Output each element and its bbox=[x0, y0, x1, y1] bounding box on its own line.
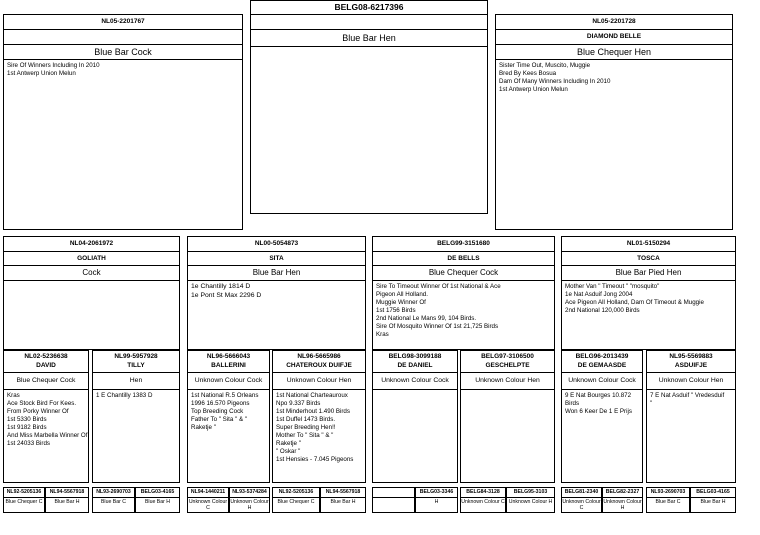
ggp-info bbox=[273, 390, 365, 465]
info-line: 1e Pont St Max 2296 D bbox=[191, 291, 262, 299]
info-line: 1st 24033 Birds bbox=[7, 439, 50, 447]
info-line: 1st National R.5 Orleans bbox=[191, 392, 259, 399]
info-line: " Oskar " bbox=[276, 447, 301, 455]
ggp-color: Unknown Colour Cock bbox=[373, 373, 457, 390]
info-line: Father To " Sita " & " bbox=[191, 415, 247, 423]
info-line: Sire Of Mosquito Winner Of 1st 21,725 Birds bbox=[376, 322, 499, 330]
info-line: 1st Antwerp Union Melun bbox=[7, 69, 76, 77]
info-line: 2nd National Le Mans 99, 104 Birds. bbox=[376, 314, 477, 322]
great-grandparent-card bbox=[3, 350, 89, 483]
dam-card bbox=[495, 14, 733, 230]
ggp-color: Unknown Colour Cock bbox=[562, 373, 642, 390]
ggp-info bbox=[93, 390, 179, 402]
gggp-ring: NL94-5567918 bbox=[46, 488, 88, 498]
great-grandparent-card bbox=[561, 350, 643, 483]
ggp-ring: BELG96-2013439 bbox=[575, 353, 629, 360]
info-line: 1st 9182 Birds bbox=[7, 423, 47, 431]
grandparent-name: TOSCA bbox=[562, 252, 735, 266]
ggp-color: Blue Chequer Cock bbox=[4, 373, 88, 390]
gggp-color: Blue Bar C bbox=[100, 499, 127, 505]
grandparent-ring: NL04-2061972 bbox=[4, 237, 179, 252]
great-grandparent-card bbox=[272, 350, 366, 483]
info-line: Kras bbox=[376, 330, 389, 338]
gggp-card bbox=[135, 487, 180, 513]
ggp-color: Unknown Colour Cock bbox=[188, 373, 269, 390]
info-line: 1st Antwerp Union Melun bbox=[499, 85, 568, 93]
gggp-ring: NL94-1440211 bbox=[188, 488, 228, 498]
gggp-color: Blue Bar H bbox=[144, 499, 171, 505]
subject-ring: BELG08-6217396 bbox=[251, 1, 487, 15]
gggp-ring: BELG84-3128 bbox=[461, 488, 505, 498]
great-grandparent-card bbox=[460, 350, 555, 483]
info-line: Ace Pigeon All Holland, Dam Of Timeout & Muggie bbox=[565, 298, 704, 306]
info-line: 1st Hensies - 7.045 Pigeons bbox=[276, 455, 354, 463]
info-line: 1st Duffel 1473 Birds. bbox=[276, 415, 336, 423]
gggp-ring: BELG82-2327 bbox=[603, 488, 642, 498]
ggp-ring: NL96-5665986 bbox=[297, 353, 341, 360]
ggp-ring: BELG98-3099188 bbox=[388, 353, 442, 360]
grandparent-color: Blue Bar Pied Hen bbox=[562, 266, 735, 281]
info-line: Kras bbox=[7, 392, 20, 399]
ggp-name: DE DANIEL bbox=[373, 361, 457, 373]
grandparent-color: Cock bbox=[4, 266, 179, 281]
grandparent-info bbox=[562, 281, 735, 317]
great-grandparent-card bbox=[646, 350, 736, 483]
ggp-info bbox=[562, 390, 642, 418]
gggp-ring: NL93-5374284 bbox=[230, 488, 269, 498]
gggp-card bbox=[45, 487, 89, 513]
gggp-color: Unknown Colour C bbox=[562, 499, 601, 512]
info-line: Mother To " Sita " & " bbox=[276, 431, 334, 439]
gggp-card bbox=[602, 487, 643, 513]
gggp-color: Unknown Colour C bbox=[461, 499, 505, 505]
info-line: Raketje " bbox=[276, 439, 301, 447]
ggp-info bbox=[647, 390, 735, 410]
ggp-color: Unknown Colour Hen bbox=[273, 373, 365, 390]
gggp-card bbox=[272, 487, 320, 513]
gggp-card bbox=[561, 487, 602, 513]
dam-info bbox=[496, 60, 732, 96]
info-line: 1 E Chantilly 1383 D bbox=[96, 392, 153, 399]
grandparent-name: SITA bbox=[188, 252, 365, 266]
gggp-ring: BELG81-2340 bbox=[562, 488, 601, 498]
info-line: Top Breeding Cock bbox=[191, 407, 244, 415]
sire-name bbox=[4, 30, 242, 45]
info-line: From Porky Winner Of bbox=[7, 407, 69, 415]
info-line: 1st 1756 Birds bbox=[376, 306, 416, 314]
info-line: 1st 5330 Birds bbox=[7, 415, 47, 423]
ggp-color: Unknown Colour Hen bbox=[461, 373, 554, 390]
info-line: " bbox=[650, 399, 653, 407]
info-line: Muggie Winner Of bbox=[376, 298, 426, 306]
info-line: Sire To Timeout Winner Of 1st National & Ace bbox=[376, 283, 501, 290]
info-line: 1st Minderhout 1.490 Birds bbox=[276, 407, 350, 415]
gggp-color: Unknown Colour H bbox=[230, 499, 269, 512]
info-line: Sire Of Winners Including In 2010 bbox=[7, 62, 100, 69]
gggp-card bbox=[187, 487, 229, 513]
gggp-card bbox=[646, 487, 690, 513]
ggp-name: GESCHELPTE bbox=[461, 361, 554, 373]
grandparent-info bbox=[373, 281, 554, 341]
grandparent-color: Blue Bar Hen bbox=[188, 266, 365, 281]
gggp-ring: NL93-2690703 bbox=[647, 488, 689, 498]
gggp-card bbox=[506, 487, 555, 513]
gggp-ring: BELG03-4165 bbox=[136, 488, 179, 498]
gggp-ring: NL92-5205136 bbox=[273, 488, 319, 498]
info-line: Pigeon All Holland. bbox=[376, 290, 428, 298]
grandparent-name: GOLIATH bbox=[4, 252, 179, 266]
info-line: Bred By Kees Bosua bbox=[499, 69, 557, 77]
info-line: Npo 9.337 Birds bbox=[276, 399, 321, 407]
great-grandparent-card bbox=[92, 350, 180, 483]
ggp-name: CHATEROUX DUIFJE bbox=[273, 361, 365, 373]
ggp-name: ASDUIFJE bbox=[647, 361, 735, 373]
info-line: Birds bbox=[565, 399, 580, 407]
grandparent-ring: NL00-5054873 bbox=[188, 237, 365, 252]
info-line: 9 E Nat Bourges 10.872 bbox=[565, 392, 632, 399]
info-line: Ace Stock Bird For Kees. bbox=[7, 399, 77, 407]
ggp-ring: NL99-5957928 bbox=[114, 353, 158, 360]
gggp-ring: BELG95-3103 bbox=[507, 488, 554, 498]
sire-card bbox=[3, 14, 243, 230]
gggp-ring: NL93-2690703 bbox=[93, 488, 134, 498]
dam-color: Blue Chequer Hen bbox=[496, 45, 732, 60]
gggp-card bbox=[92, 487, 135, 513]
ggp-ring: NL02-5236638 bbox=[24, 353, 68, 360]
gggp-color: Blue Bar H bbox=[700, 499, 726, 505]
gggp-ring: NL92-5205136 bbox=[4, 488, 44, 498]
gggp-card bbox=[415, 487, 458, 513]
info-line: 1e Nat Asduif Jong 2004 bbox=[565, 290, 633, 298]
ggp-ring: NL96-5666043 bbox=[206, 353, 251, 360]
gggp-ring bbox=[373, 488, 414, 498]
gggp-color: Blue Bar H bbox=[54, 499, 80, 505]
ggp-info bbox=[4, 390, 88, 450]
ggp-info bbox=[188, 390, 269, 434]
ggp-name: DE GEMAASDE bbox=[562, 361, 642, 373]
gggp-color: Blue Bar C bbox=[655, 499, 681, 505]
gggp-card bbox=[690, 487, 736, 513]
grandparent-card bbox=[187, 236, 366, 350]
ggp-name: DAVID bbox=[4, 361, 88, 373]
gggp-color: Blue Bar H bbox=[330, 499, 356, 505]
grandparent-card bbox=[372, 236, 555, 350]
info-line: Raketje " bbox=[191, 423, 216, 431]
ggp-name: BALLERINI bbox=[188, 361, 269, 373]
sire-info bbox=[4, 60, 242, 80]
info-line: Dam Of Many Winners Including In 2010 bbox=[499, 77, 611, 85]
info-line: 2nd National 120,000 Birds bbox=[565, 306, 640, 314]
info-line: Super Breeding Hen!! bbox=[276, 423, 336, 431]
grandparent-name: DE BELLS bbox=[373, 252, 554, 266]
info-line: 1e Chantilly 1814 D bbox=[191, 283, 251, 290]
ggp-color: Unknown Colour Hen bbox=[647, 373, 735, 390]
info-line: 7 E Nat Asduif " Vredesduif bbox=[650, 392, 725, 399]
sire-ring: NL05-2201767 bbox=[4, 15, 242, 30]
gggp-color: H bbox=[434, 499, 439, 505]
subject-card bbox=[250, 0, 488, 214]
ggp-ring: BELG97-3106500 bbox=[481, 353, 534, 360]
grandparent-color: Blue Chequer Cock bbox=[373, 266, 554, 281]
grandparent-ring: NL01-5150294 bbox=[562, 237, 735, 252]
great-grandparent-card bbox=[372, 350, 458, 483]
gggp-card bbox=[3, 487, 45, 513]
great-grandparent-card bbox=[187, 350, 270, 483]
info-line: Won 6 Keer De 1 E Prijs bbox=[565, 407, 632, 415]
gggp-card bbox=[320, 487, 366, 513]
gggp-color bbox=[373, 498, 414, 499]
sire-color: Blue Bar Cock bbox=[4, 45, 242, 60]
grandparent-card bbox=[561, 236, 736, 350]
gggp-ring: BELG03-3346 bbox=[416, 488, 457, 498]
subject-color: Blue Bar Hen bbox=[251, 29, 487, 47]
info-line: 1996 16.570 Pigeons bbox=[191, 399, 250, 407]
ggp-ring: NL95-5569883 bbox=[669, 353, 713, 360]
ggp-name: TILLY bbox=[93, 361, 179, 373]
grandparent-ring: BELG99-3151680 bbox=[373, 237, 554, 252]
dam-ring: NL05-2201728 bbox=[496, 15, 732, 30]
grandparent-info bbox=[188, 281, 365, 302]
gggp-color: Blue Chequer C bbox=[277, 499, 315, 505]
gggp-color: Blue Chequer C bbox=[5, 499, 43, 505]
gggp-card bbox=[372, 487, 415, 513]
gggp-ring: BELG03-4165 bbox=[691, 488, 735, 498]
gggp-color: Unknown Colour H bbox=[603, 499, 642, 512]
info-line: Sister Time Out, Muscito, Muggie bbox=[499, 62, 591, 69]
info-line: And Miss Marbella Winner Of bbox=[7, 431, 88, 439]
gggp-ring: NL94-5567918 bbox=[321, 488, 365, 498]
gggp-card bbox=[460, 487, 506, 513]
dam-name: DIAMOND BELLE bbox=[496, 30, 732, 45]
info-line: Mother Van " Timeout " "mosquito" bbox=[565, 283, 660, 290]
gggp-card bbox=[229, 487, 270, 513]
grandparent-card bbox=[3, 236, 180, 350]
ggp-color: Hen bbox=[93, 373, 179, 390]
gggp-color: Unknown Colour H bbox=[508, 499, 553, 505]
info-line: 1st National Charteauroux bbox=[276, 392, 348, 399]
gggp-color: Unknown Colour C bbox=[188, 499, 228, 512]
